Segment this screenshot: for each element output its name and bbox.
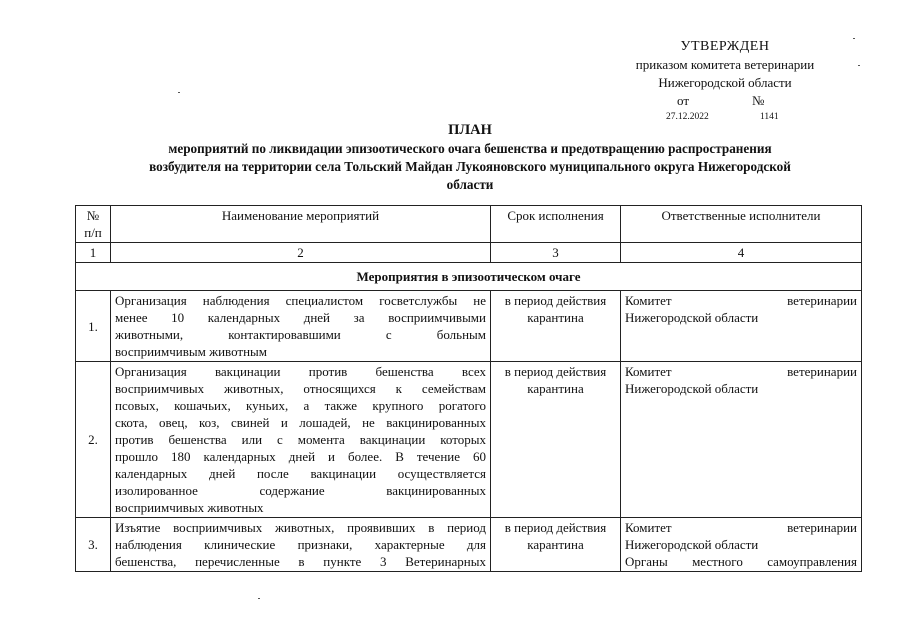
plan-subtitle bbox=[80, 140, 860, 194]
activity-cell bbox=[111, 362, 491, 518]
term-line: в период действия bbox=[504, 293, 607, 308]
column-number: 1 bbox=[76, 243, 111, 263]
activity-line: наблюдения клинические признаки, характерные для bbox=[115, 537, 486, 552]
column-number: 3 bbox=[491, 243, 621, 263]
term-line: в период действия bbox=[504, 364, 607, 379]
term-line: карантина bbox=[527, 310, 584, 325]
approval-number: 1141 bbox=[760, 112, 779, 122]
row-number: 2. bbox=[76, 362, 111, 518]
responsible-line: Комитет ветеринарии bbox=[625, 293, 857, 308]
responsible-line: Нижегородской области bbox=[625, 381, 759, 396]
responsible-line: Органы местного самоуправления bbox=[625, 554, 857, 569]
responsible-cell bbox=[621, 518, 862, 572]
activity-line: бешенства, перечисленные в пункте 3 Ветеринарных bbox=[115, 554, 486, 569]
document-title bbox=[80, 121, 860, 194]
responsible-line: Комитет ветеринарии bbox=[625, 520, 857, 535]
scan-speck bbox=[178, 92, 180, 93]
term-cell bbox=[491, 518, 621, 572]
scan-speck bbox=[258, 598, 260, 599]
number-label: № bbox=[752, 93, 765, 108]
header-activity: Наименование мероприятий bbox=[111, 206, 491, 243]
plan-table bbox=[75, 205, 862, 572]
responsible-cell bbox=[621, 291, 862, 362]
responsible-line: Нижегородской области bbox=[625, 537, 759, 552]
activity-line: восприимчивых животных bbox=[115, 500, 264, 515]
approval-block bbox=[600, 38, 850, 122]
activity-line: менее 10 календарных дней за восприимчивыми bbox=[115, 310, 486, 325]
scan-speck bbox=[858, 65, 860, 66]
section-title: Мероприятия в эпизоотическом очаге bbox=[76, 263, 862, 291]
subtitle-line: возбудителя на территории села Тольский Майдан Лукояновского муниципального округа Нижегородской bbox=[149, 159, 791, 174]
activity-cell bbox=[111, 291, 491, 362]
activity-line: изолированное содержание вакцинированных bbox=[115, 483, 486, 498]
activity-line: Организация вакцинации против бешенства всех bbox=[115, 364, 486, 379]
plan-heading: ПЛАН bbox=[448, 122, 492, 138]
table-row bbox=[76, 518, 862, 572]
row-number: 1. bbox=[76, 291, 111, 362]
activity-line: восприимчивым животным bbox=[115, 344, 268, 359]
subtitle-line: области bbox=[446, 177, 494, 192]
subtitle-line: мероприятий по ликвидации эпизоотического очага бешенства и предотвращению распространения bbox=[168, 141, 772, 156]
activity-line: Изъятие восприимчивых животных, проявивших в период bbox=[115, 520, 486, 535]
header-responsible: Ответственные исполнители bbox=[621, 206, 862, 243]
row-number: 3. bbox=[76, 518, 111, 572]
responsible-line: Нижегородской области bbox=[625, 310, 759, 325]
term-line: карантина bbox=[527, 537, 584, 552]
activity-line: псовых, кошачьих, куньих, а также крупного рогатого bbox=[115, 398, 486, 413]
activity-line: календарных дней после вакцинации осуществляется bbox=[115, 466, 486, 481]
header-term: Срок исполнения bbox=[491, 206, 621, 243]
approval-region-line: Нижегородской области bbox=[658, 75, 792, 90]
responsible-line: Комитет ветеринарии bbox=[625, 364, 857, 379]
from-label: от bbox=[677, 93, 690, 108]
column-numbers-row bbox=[76, 243, 862, 263]
approved-label: УТВЕРЖДЕН bbox=[680, 39, 770, 54]
activity-line: восприимчивых животных, относящихся к семействам bbox=[115, 381, 486, 396]
responsible-cell bbox=[621, 362, 862, 518]
section-row bbox=[76, 263, 862, 291]
scan-speck bbox=[853, 38, 855, 39]
term-cell bbox=[491, 362, 621, 518]
approval-values-line bbox=[600, 108, 850, 122]
term-line: в период действия bbox=[504, 520, 607, 535]
header-number: № п/п bbox=[76, 206, 111, 243]
activity-line: против бешенства или с момента вакцинации которых bbox=[115, 432, 486, 447]
term-cell bbox=[491, 291, 621, 362]
activity-line: животными, контактировавшими с больным bbox=[115, 327, 486, 342]
activity-line: прошло 180 календарных дней и более. В течение 60 bbox=[115, 449, 486, 464]
activity-cell bbox=[111, 518, 491, 572]
approval-order-line: приказом комитета ветеринарии bbox=[635, 57, 815, 72]
approval-from-number-line bbox=[600, 92, 850, 108]
column-number: 4 bbox=[621, 243, 862, 263]
activity-line: Организация наблюдения специалистом госветслужбы не bbox=[115, 293, 486, 308]
table-row bbox=[76, 291, 862, 362]
table-header-row bbox=[76, 206, 862, 243]
approval-date: 27.12.2022 bbox=[666, 112, 709, 122]
term-line: карантина bbox=[527, 381, 584, 396]
table-row bbox=[76, 362, 862, 518]
column-number: 2 bbox=[111, 243, 491, 263]
activity-line: скота, овец, коз, свиней и лошадей, не вакцинированных bbox=[115, 415, 486, 430]
